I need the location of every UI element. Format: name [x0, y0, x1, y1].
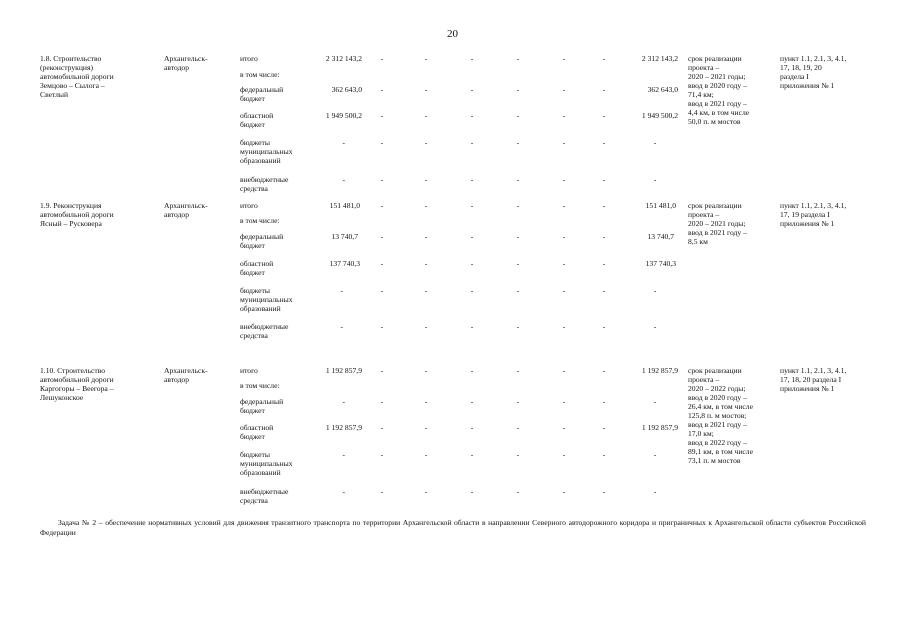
total-municipal: -	[653, 450, 657, 459]
dash: -	[380, 111, 384, 120]
value-municipal: -	[342, 450, 345, 459]
row-label-v-tom-chisle: в том числе:	[240, 70, 280, 79]
page-number: 20	[447, 28, 458, 40]
dash: -	[424, 175, 428, 184]
project-name: 1.9. Реконструкция автомобильной дороги Ясный – Русковера	[40, 201, 114, 228]
dash: -	[562, 397, 566, 406]
dash: -	[516, 232, 520, 241]
dash: -	[516, 366, 520, 375]
dash: -	[516, 201, 520, 210]
total-federal: 362 643,0	[647, 85, 678, 94]
dash: -	[562, 423, 566, 432]
dash: -	[602, 259, 606, 268]
dash: -	[562, 366, 566, 375]
row-label-itogo: итого	[240, 201, 258, 210]
value-extra: -	[342, 487, 345, 496]
dash: -	[562, 259, 566, 268]
total-oblast: 1 949 500,2	[641, 111, 678, 120]
value-oblast: 1 949 500,2	[325, 111, 362, 120]
row-label-oblast: областной бюджет	[240, 423, 274, 441]
dash: -	[380, 201, 384, 210]
dash: -	[470, 487, 474, 496]
value-extra: -	[340, 322, 343, 331]
dash: -	[562, 286, 566, 295]
dash: -	[470, 85, 474, 94]
dash: -	[562, 450, 566, 459]
row-label-federal: федеральный бюджет	[240, 232, 284, 250]
row-label-municipal: бюджеты муниципальных образований	[240, 286, 293, 313]
row-label-oblast: областной бюджет	[240, 111, 274, 129]
row-label-itogo: итого	[240, 366, 258, 375]
dash: -	[424, 111, 428, 120]
dash: -	[516, 111, 520, 120]
dash: -	[470, 138, 474, 147]
total-municipal: -	[653, 138, 657, 147]
dash: -	[602, 54, 606, 63]
dash: -	[380, 54, 384, 63]
dash: -	[516, 423, 520, 432]
executor: Архангельск- автодор	[164, 54, 208, 72]
row-label-municipal: бюджеты муниципальных образований	[240, 450, 293, 477]
row-label-federal: федеральный бюджет	[240, 85, 284, 103]
dash: -	[470, 259, 474, 268]
dash: -	[380, 487, 384, 496]
result-text: срок реализации проекта – 2020 – 2021 годы; ввод в 2021 году – 8,5 км	[688, 201, 747, 246]
row-label-v-tom-chisle: в том числе:	[240, 216, 280, 225]
value-municipal: -	[342, 138, 345, 147]
dash: -	[424, 201, 428, 210]
dash: -	[516, 85, 520, 94]
dash: -	[516, 138, 520, 147]
executor: Архангельск- автодор	[164, 201, 208, 219]
dash: -	[602, 201, 606, 210]
total-oblast: 137 740,3	[645, 259, 676, 268]
dash: -	[470, 232, 474, 241]
dash: -	[516, 54, 520, 63]
dash: -	[562, 322, 566, 331]
dash: -	[470, 322, 474, 331]
dash: -	[602, 85, 606, 94]
dash: -	[470, 397, 474, 406]
dash: -	[424, 322, 428, 331]
dash: -	[602, 138, 606, 147]
row-label-extra: внебюджетные средства	[240, 487, 289, 505]
dash: -	[602, 423, 606, 432]
dash: -	[424, 232, 428, 241]
dash: -	[516, 175, 520, 184]
dash: -	[380, 259, 384, 268]
dash: -	[602, 397, 606, 406]
dash: -	[380, 138, 384, 147]
total-extra: -	[653, 322, 657, 331]
dash: -	[516, 487, 520, 496]
dash: -	[562, 54, 566, 63]
dash: -	[602, 111, 606, 120]
dash: -	[516, 286, 520, 295]
row-label-oblast: областной бюджет	[240, 259, 274, 277]
value-itogo: 1 192 857,9	[325, 366, 362, 375]
total-itogo: 1 192 857,9	[641, 366, 678, 375]
dash: -	[562, 232, 566, 241]
dash: -	[516, 259, 520, 268]
dash: -	[602, 232, 606, 241]
value-oblast: 137 740,3	[329, 259, 360, 268]
dash: -	[380, 232, 384, 241]
total-extra: -	[653, 487, 657, 496]
dash: -	[470, 111, 474, 120]
total-federal: -	[653, 397, 657, 406]
value-federal: 13 740,7	[331, 232, 358, 241]
dash: -	[380, 286, 384, 295]
dash: -	[562, 487, 566, 496]
dash: -	[380, 366, 384, 375]
value-oblast: 1 192 857,9	[325, 423, 362, 432]
dash: -	[424, 423, 428, 432]
dash: -	[380, 423, 384, 432]
dash: -	[424, 138, 428, 147]
dash: -	[602, 175, 606, 184]
row-label-extra: внебюджетные средства	[240, 175, 289, 193]
dash: -	[602, 322, 606, 331]
total-itogo: 2 312 143,2	[641, 54, 678, 63]
dash: -	[562, 138, 566, 147]
total-extra: -	[653, 175, 657, 184]
dash: -	[380, 175, 384, 184]
dash: -	[470, 201, 474, 210]
dash: -	[424, 259, 428, 268]
dash: -	[470, 450, 474, 459]
row-label-federal: федеральный бюджет	[240, 397, 284, 415]
total-municipal: -	[653, 286, 657, 295]
value-extra: -	[342, 175, 345, 184]
dash: -	[516, 322, 520, 331]
dash: -	[380, 85, 384, 94]
dash: -	[562, 111, 566, 120]
dash: -	[470, 366, 474, 375]
dash: -	[380, 397, 384, 406]
dash: -	[424, 85, 428, 94]
value-itogo: 151 481,0	[329, 201, 360, 210]
value-federal: -	[342, 397, 345, 406]
dash: -	[602, 450, 606, 459]
value-itogo: 2 312 143,2	[325, 54, 362, 63]
project-name: 1.8. Строительство (реконструкция) автомобильной дороги Земцово – Сылога – Светлый	[40, 54, 114, 99]
dash: -	[602, 366, 606, 375]
dash: -	[380, 450, 384, 459]
dash: -	[424, 366, 428, 375]
value-municipal: -	[340, 286, 343, 295]
reference-text: пункт 1.1, 2.1, 3, 4.1, 17, 19 раздела I приложения № 1	[780, 201, 847, 228]
result-text: срок реализации проекта – 2020 – 2021 годы; ввод в 2020 году – 71,4 км; ввод в 2021 году – 4,4 км, в том числе 50,0 п. м мостов	[688, 54, 750, 126]
project-name: 1.10. Строительство автомобильной дороги Каргогоры – Веегора – Лешуконское	[40, 366, 114, 402]
reference-text: пункт 1.1, 2.1, 3, 4.1, 17, 18, 19, 20 раздела I приложения № 1	[780, 54, 847, 90]
row-label-municipal: бюджеты муниципальных образований	[240, 138, 293, 165]
dash: -	[470, 175, 474, 184]
row-label-itogo: итого	[240, 54, 258, 63]
dash: -	[516, 450, 520, 459]
row-label-extra: внебюджетные средства	[240, 322, 289, 340]
row-label-v-tom-chisle: в том числе:	[240, 381, 280, 390]
total-oblast: 1 192 857,9	[641, 423, 678, 432]
dash: -	[424, 397, 428, 406]
dash: -	[424, 286, 428, 295]
dash: -	[380, 322, 384, 331]
task-note-paragraph: Задача № 2 – обеспечение нормативных условий для движения транзитного транспорта по территории Архангельской области в направлении Северного автодорожного коридора и приграничных к Архангельской области субъектов Российской Федерации	[40, 518, 866, 537]
reference-text: пункт 1.1, 2.1, 3, 4.1, 17, 18, 20 раздела I приложения № 1	[780, 366, 847, 393]
dash: -	[470, 286, 474, 295]
dash: -	[562, 85, 566, 94]
dash: -	[562, 201, 566, 210]
dash: -	[470, 423, 474, 432]
value-federal: 362 643,0	[331, 85, 362, 94]
dash: -	[516, 397, 520, 406]
dash: -	[424, 450, 428, 459]
total-federal: 13 740,7	[647, 232, 674, 241]
result-text: срок реализации проекта – 2020 – 2022 годы; ввод в 2020 году – 26,4 км, в том числе 125,8 п. м мостов; ввод в 2021 году – 17,0 км; ввод в 2022 году – 89,1 км, в том числе 73,1 п. м мостов	[688, 366, 753, 465]
dash: -	[424, 487, 428, 496]
total-itogo: 151 481,0	[645, 201, 676, 210]
executor: Архангельск- автодор	[164, 366, 208, 384]
dash: -	[602, 286, 606, 295]
dash: -	[562, 175, 566, 184]
dash: -	[424, 54, 428, 63]
dash: -	[470, 54, 474, 63]
dash: -	[602, 487, 606, 496]
